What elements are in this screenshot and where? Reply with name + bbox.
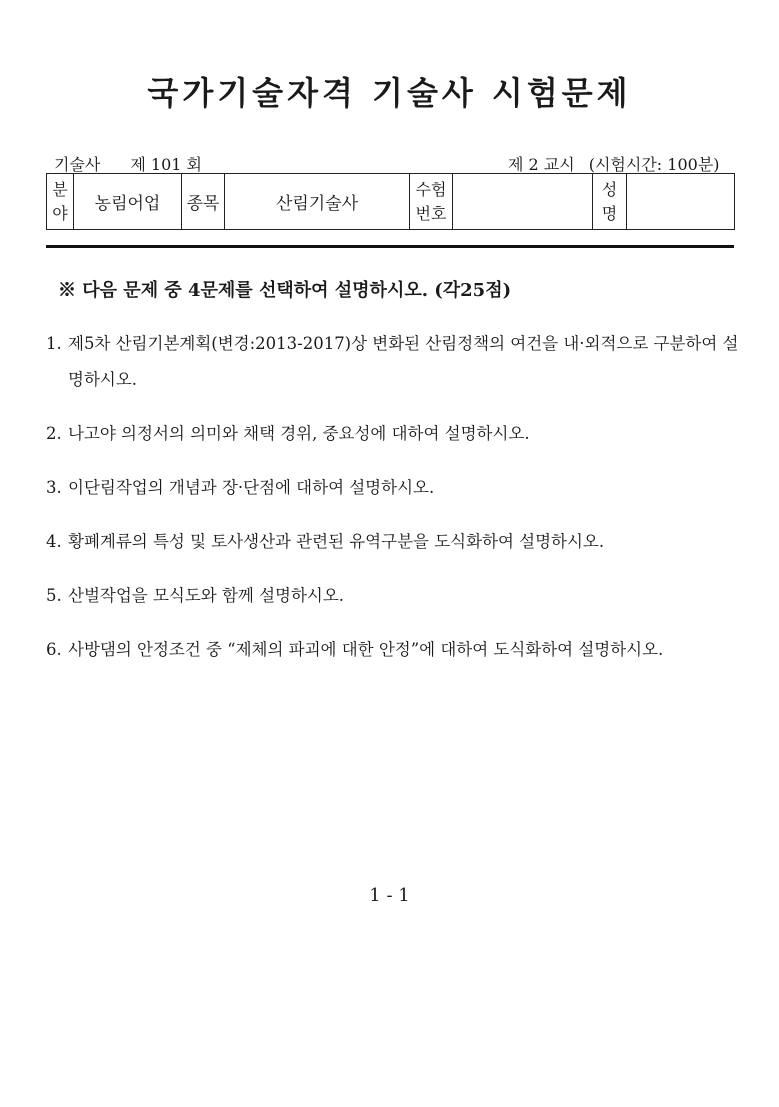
field-label-cell	[47, 174, 74, 230]
question-item	[46, 326, 746, 398]
name-label-cell	[593, 174, 627, 230]
question-number: 1.	[46, 334, 62, 353]
field-label-line: 분	[52, 179, 68, 199]
exam-no-label-line: 번호	[415, 203, 447, 223]
exam-duration: (시험시간: 100분)	[588, 155, 720, 174]
name-label-line: 명	[601, 203, 618, 223]
exam-period: 제 2 교시	[508, 155, 575, 174]
question-number: 2.	[46, 424, 62, 443]
question-number: 5.	[46, 586, 62, 605]
type-label: 종목	[182, 174, 225, 230]
question-text: 제5차 산림기본계획(변경:2013-2017)상 변화된 산림정책의 여건을 내·외적으로 구분하여 설명하시오.	[68, 334, 739, 389]
exam-no-field[interactable]	[453, 174, 593, 230]
type-value: 산림기술사	[225, 174, 410, 230]
question-text: 황폐계류의 특성 및 토사생산과 관련된 유역구분을 도식화하여 설명하시오.	[68, 532, 605, 551]
question-text: 산벌작업을 모식도와 함께 설명하시오.	[68, 586, 345, 605]
question-item	[46, 416, 746, 452]
exam-category: 기술사	[54, 155, 101, 174]
question-item	[46, 524, 746, 560]
page-number: 1 - 1	[369, 885, 410, 906]
question-number: 3.	[46, 478, 62, 497]
question-text: 나고야 의정서의 의미와 채택 경위, 중요성에 대하여 설명하시오.	[68, 424, 530, 443]
field-value: 농림어업	[74, 174, 182, 230]
question-item	[46, 470, 746, 506]
name-label-line: 성	[601, 179, 618, 199]
question-number: 4.	[46, 532, 62, 551]
question-number: 6.	[46, 640, 62, 659]
question-text: 이단림작업의 개념과 장·단점에 대하여 설명하시오.	[68, 478, 435, 497]
exam-no-label-line: 수험	[415, 179, 447, 199]
question-text: 사방댐의 안정조건 중 “제체의 파괴에 대한 안정”에 대하여 도식화하여 설명하시오.	[68, 640, 664, 659]
page-title: 국가기술자격 기술사 시험문제	[147, 74, 632, 112]
name-field[interactable]	[627, 174, 735, 230]
question-list	[46, 326, 746, 668]
question-item	[46, 578, 746, 614]
header-divider	[46, 245, 734, 248]
exam-round: 제 101 회	[130, 155, 202, 174]
exam-no-label-cell	[410, 174, 453, 230]
exam-meta-right	[508, 152, 720, 175]
instruction: ※ 다음 문제 중 4문제를 선택하여 설명하시오. (각25점)	[58, 280, 512, 301]
question-item	[46, 632, 746, 668]
field-label-line: 야	[52, 203, 68, 223]
exam-info-table	[46, 173, 735, 230]
exam-meta-left	[54, 152, 202, 175]
